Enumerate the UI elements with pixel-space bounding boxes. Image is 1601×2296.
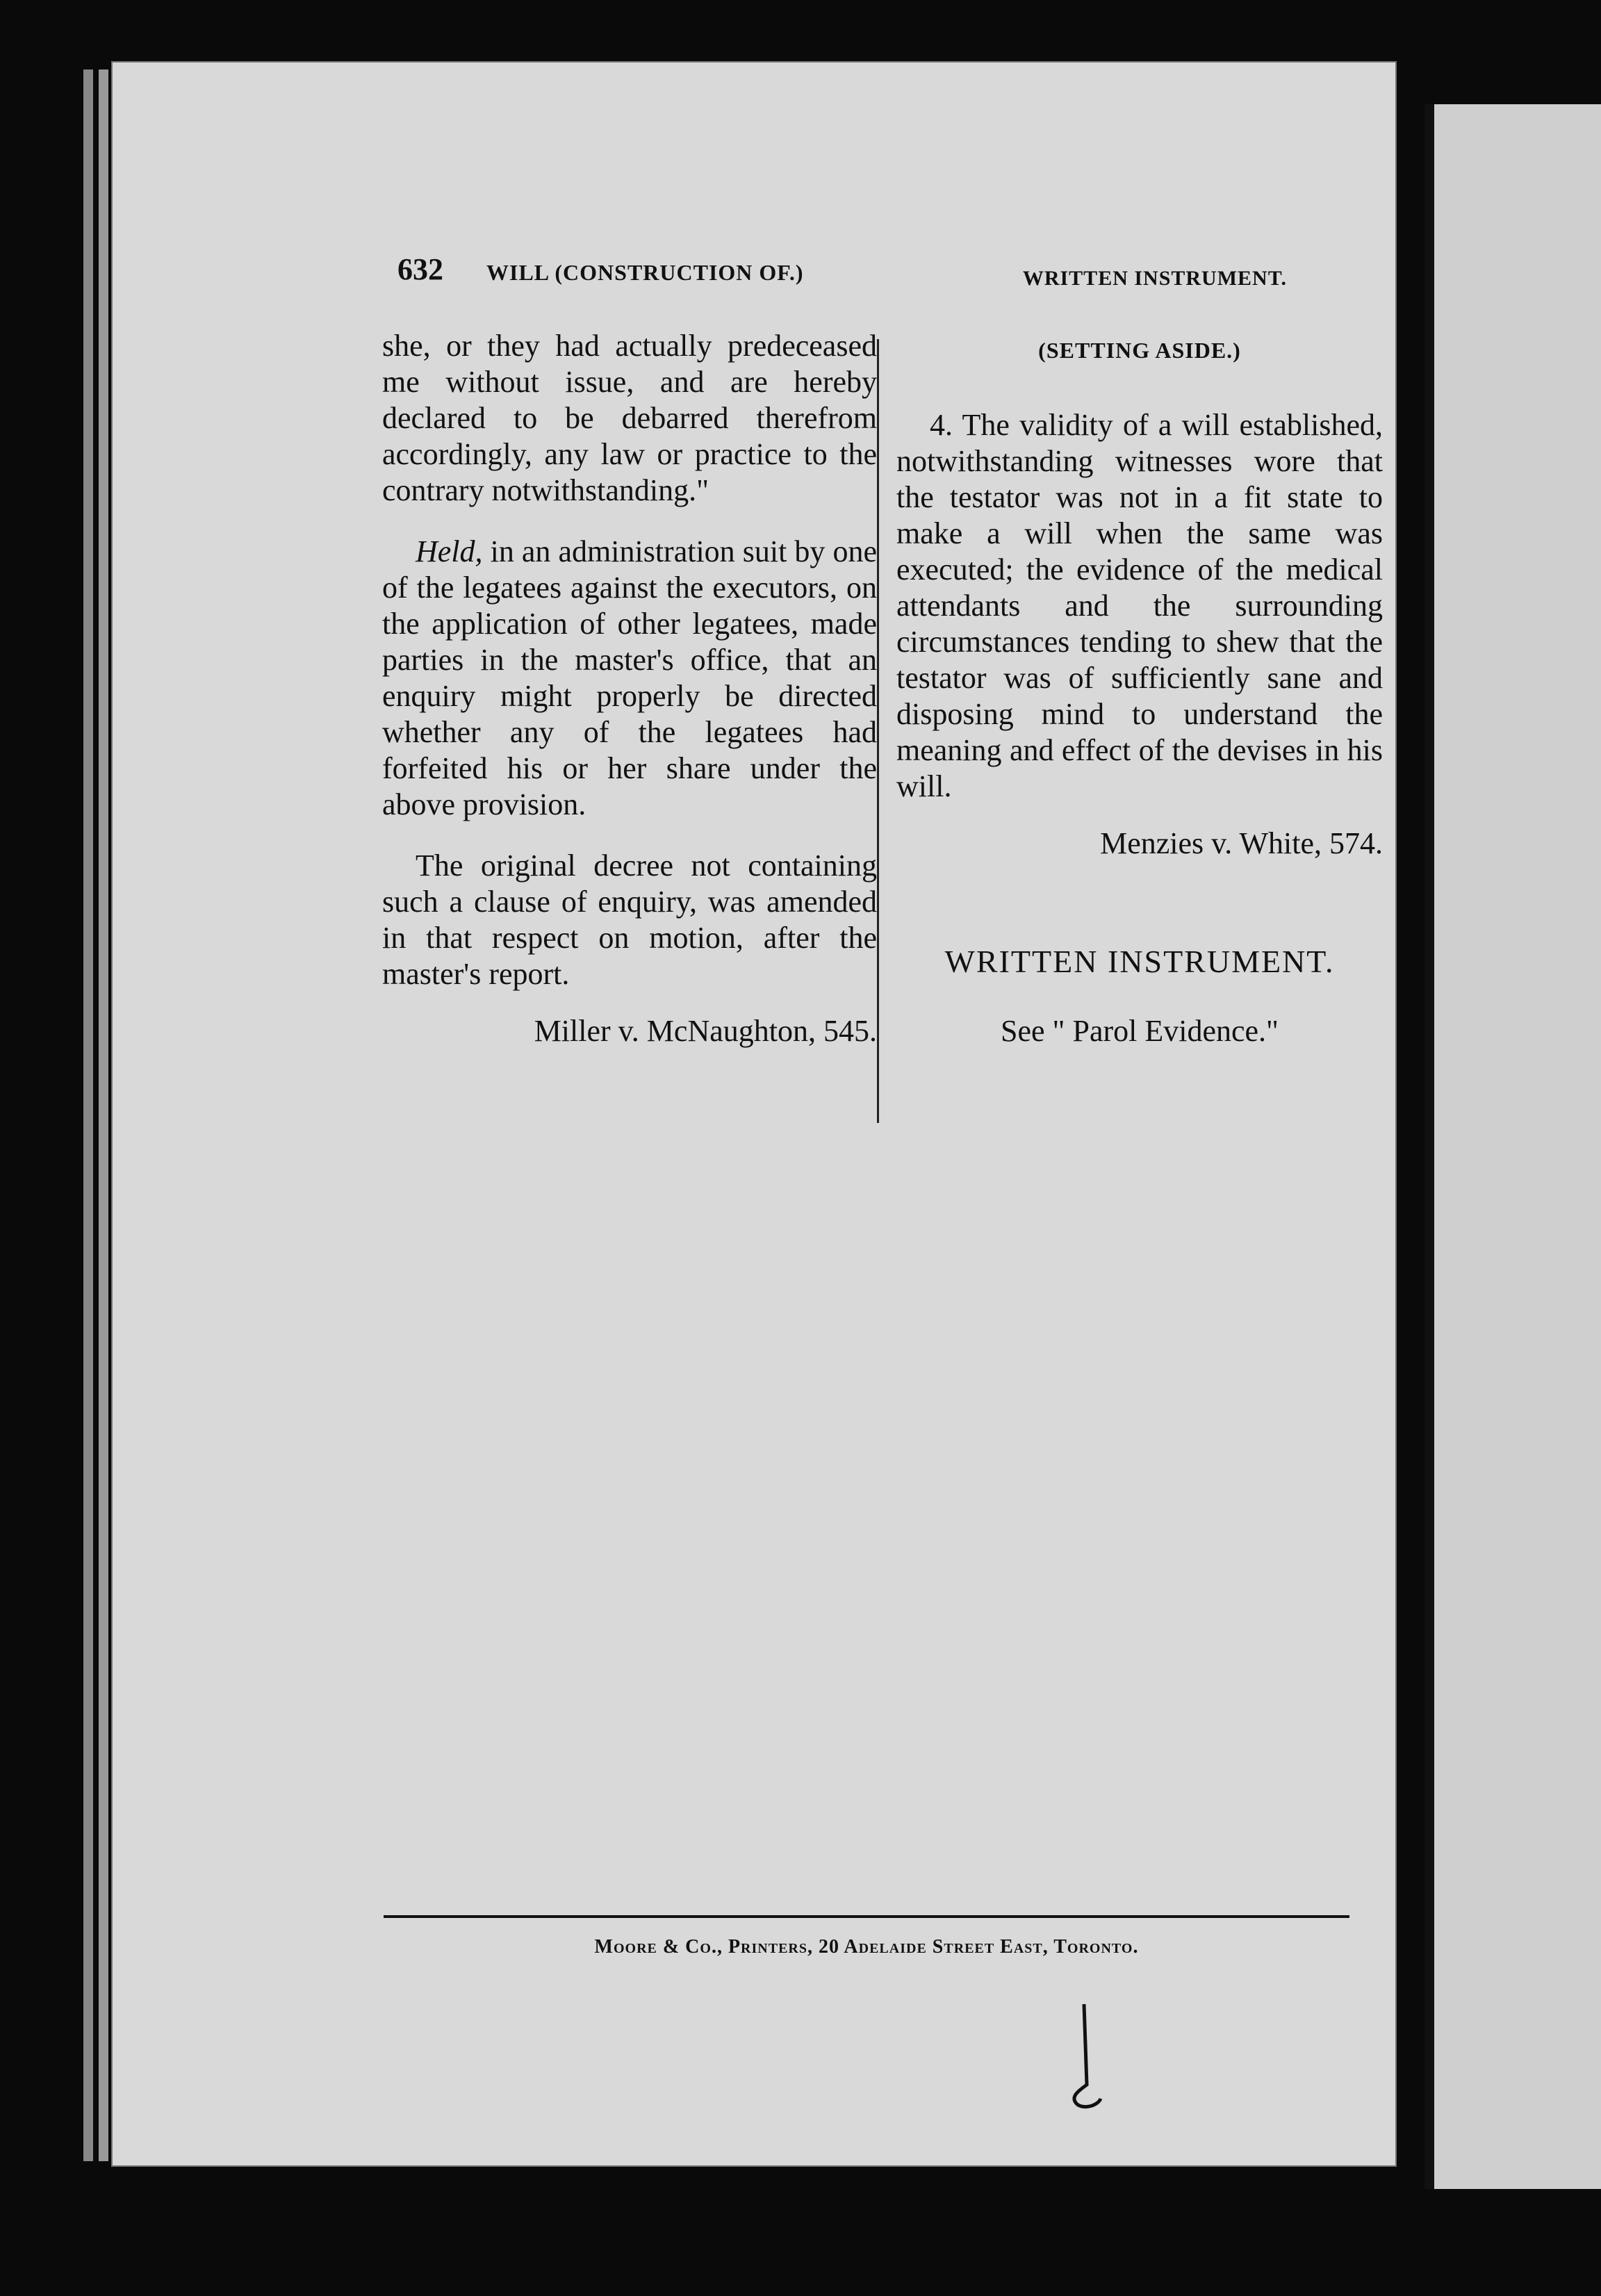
left-case-citation: Miller v. McNaughton, 545. [534, 1014, 877, 1048]
page-number: 632 [397, 252, 443, 286]
held-text: in an administration suit by one of the legatees against the executors, on the application of other legatees, made parties in the master's office, that an enquiry might properly be directed whether any of the legatees had forfeited his or her share under the above provision. [382, 534, 877, 821]
footer-rule [384, 1915, 1349, 1918]
header-left-title: WILL (CONSTRUCTION OF.) [486, 260, 804, 285]
right-case-citation: Menzies v. White, 574. [1100, 826, 1383, 860]
adjacent-page [1425, 104, 1601, 2189]
header-right-title: WRITTEN INSTRUMENT. [1022, 267, 1287, 290]
page-edge-inner [99, 69, 108, 2161]
left-paragraph-3: The original decree not containing such a clause of enquiry, was amended in that respect on motion, after the master's report. [382, 848, 877, 991]
printer-imprint: Moore & Co., Printers, 20 Adelaide Street East, Toronto. [594, 1936, 1139, 1958]
left-paragraph-1: she, or they had actually predeceased me without issue, and are hereby declared to be debarred therefrom accordingly, any law or practice to the contrary notwithstanding." [382, 329, 877, 507]
right-column [896, 332, 1383, 1049]
section-title: WRITTEN INSTRUMENT. [944, 944, 1335, 979]
left-paragraph-2 [382, 534, 877, 823]
page-header [397, 252, 1315, 293]
see-reference: See " Parol Evidence." [1000, 1014, 1279, 1048]
handwritten-mark-icon [1056, 2001, 1112, 2113]
left-column [382, 328, 877, 1049]
page-edge-outer [83, 69, 93, 2161]
held-word: Held, [416, 534, 483, 568]
right-subheading: (SETTING ASIDE.) [1038, 338, 1241, 363]
column-divider [877, 339, 879, 1123]
right-paragraph-1: 4. The validity of a will established, notwithstanding witnesses wore that the testator was not in a fit state to make a will when the same was executed; the evidence of the medical attendants and the surrounding circumstances tending to shew that the testator was of sufficiently sane and disposing mind to understand the meaning and effect of the devises in his will. [896, 408, 1383, 803]
